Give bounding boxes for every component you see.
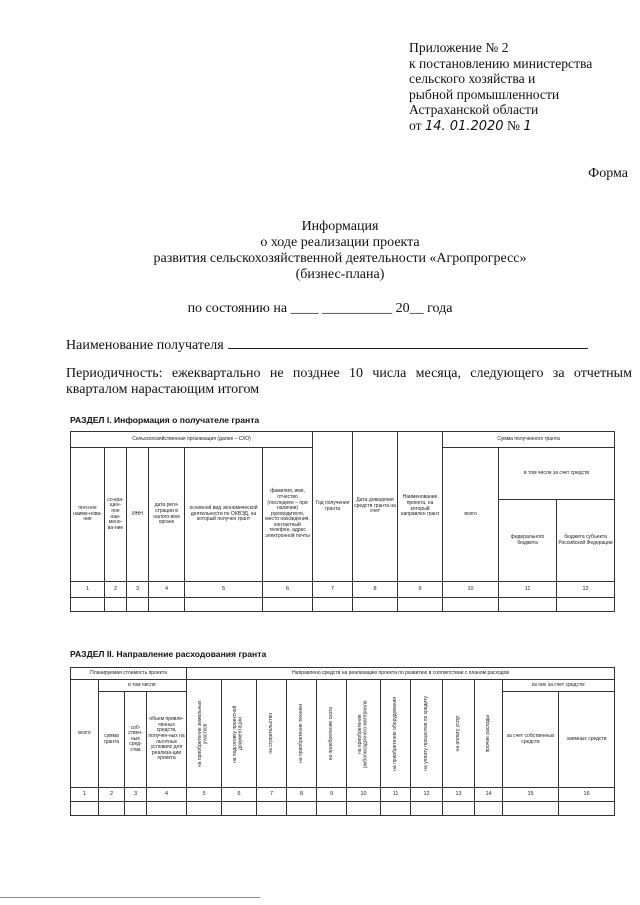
col-equipment: [381, 680, 411, 788]
vertical-header-label: на строительство: [267, 713, 274, 754]
col-head-contact: фамилия, имя, отчество (последнее – при наличии) руководителя, место нахождения, контактный телефон, адрес электронной почты: [263, 448, 313, 582]
column-number: 2: [99, 788, 125, 802]
section-1-title: РАЗДЕЛ I. Информация о получателе гранта: [70, 415, 260, 425]
handwritten-date: 14. 01.2020: [424, 118, 504, 134]
periodicity-word: за: [552, 366, 565, 381]
column-number: 9: [317, 788, 347, 802]
column-number: 1: [71, 788, 99, 802]
column-number: 10: [347, 788, 381, 802]
col-loan-source: заемных средств: [559, 692, 615, 788]
title-line: Информация: [301, 219, 379, 234]
grant-sum-header: Сумма полученного гранта: [443, 432, 615, 448]
periodicity-word: отчетным: [573, 366, 632, 381]
section-2-title: РАЗДЕЛ II. Направление расходования гранта: [70, 649, 267, 659]
title-line: о ходе реализации проекта: [260, 235, 420, 250]
direction-header: Направлено средств на реализацию проекта по развитию в соответствии с планом расходов: [187, 668, 615, 680]
col-total: всего: [443, 448, 499, 582]
column-number: 3: [127, 582, 149, 598]
column-number-row: [71, 788, 615, 802]
col-interest: [411, 680, 443, 788]
handwritten-number: 1: [523, 118, 532, 134]
column-number: 1: [71, 582, 105, 598]
col-services: [443, 680, 475, 788]
number-label: №: [506, 117, 520, 133]
col-design-docs: [222, 680, 257, 788]
plan-incl-header: в том числе:: [99, 680, 187, 692]
title-line: (бизнес-плана): [295, 267, 385, 282]
column-number: 8: [353, 582, 398, 598]
col-grant-year: Год получения гранта: [313, 432, 353, 582]
appendix-line: Приложение № 2: [409, 40, 509, 55]
col-grant-date: Дата доведения средств гранта на счет: [353, 432, 398, 582]
column-number: 7: [257, 788, 287, 802]
col-federal: федерального бюджета: [499, 500, 557, 582]
column-number: 6: [263, 582, 313, 598]
periodicity-line-2: кварталом нарастающим итогом: [66, 382, 260, 397]
funding-incl-header: из них за счет средств:: [503, 680, 615, 692]
status-date-line: по состоянию на ____ __________ 20__ года: [187, 301, 453, 316]
form-label: Форма: [588, 166, 628, 181]
periodicity-word: месяца,: [415, 366, 461, 381]
periodicity-line-1: [66, 366, 632, 382]
col-land: [187, 680, 222, 788]
sho-group-header: Сельскохозяйственная организация (далее – СХО): [71, 432, 313, 448]
periodicity-word: позднее: [292, 366, 340, 381]
column-number: 4: [147, 788, 187, 802]
col-short-name: со-кра-щен-ное наи-мено-ва-ние: [105, 448, 127, 582]
document-title: [100, 219, 580, 283]
vertical-header-label: на подготовку проектной документации: [232, 704, 245, 763]
col-reg-date: дата реги-страции в налого-вом органе: [149, 448, 185, 582]
column-number: 8: [287, 788, 317, 802]
section-2-table: [70, 667, 615, 816]
recipient-label: Наименование получателя: [66, 338, 224, 353]
column-number: 12: [411, 788, 443, 802]
col-machinery: [287, 680, 317, 788]
footnote-divider: [0, 897, 260, 898]
col-okved: основной вид экономической деятельности по ОКВЭД, на который получен грант: [185, 448, 263, 582]
col-full-name: пол-ное наиме-нова-ние: [71, 448, 105, 582]
incl-header: в том числе за счет средств: [499, 448, 615, 500]
periodicity-text: [66, 366, 632, 398]
plan-cost-header: Планируемая стоимость проекта: [71, 668, 187, 680]
column-number: 2: [105, 582, 127, 598]
column-number-row: [71, 582, 615, 598]
title-line: развития сельскохозяйственной деятельности «Агропрогресс»: [153, 251, 527, 266]
appendix-line: к постановлению министерства: [409, 55, 593, 71]
vertical-header-label: на оплату услуг: [454, 715, 461, 752]
column-number: 10: [443, 582, 499, 598]
column-number: 11: [499, 582, 557, 598]
table-row: [71, 802, 615, 816]
column-number: 11: [381, 788, 411, 802]
col-inn: ИНН: [127, 448, 149, 582]
col-plan-total: всего: [71, 680, 99, 788]
periodicity-word: числа: [372, 366, 407, 381]
column-number: 16: [559, 788, 615, 802]
column-number: 15: [503, 788, 559, 802]
col-fish-material: [347, 680, 381, 788]
appendix-line: Астраханской области: [409, 102, 539, 118]
vertical-header-label: на уплату процентов по кредиту: [422, 696, 429, 771]
col-attracted-funds: объем привле-ченных средств, получен-ных на льготных условиях для реализа-ции проекта: [147, 692, 187, 788]
recipient-field: [66, 336, 588, 354]
col-own-funds: соб-ствен-ные сред-ства: [125, 692, 147, 788]
vertical-header-label: на приобретение рыбопосадочного материала: [356, 699, 369, 768]
appendix-line: сельского хозяйства и: [409, 71, 536, 87]
col-construction: [257, 680, 287, 788]
section-1-table: [70, 431, 615, 612]
col-own-fund-source: за счет собственных средств: [503, 692, 559, 788]
column-number: 6: [222, 788, 257, 802]
column-number: 3: [125, 788, 147, 802]
vertical-header-label: на приобретение земельных участков: [197, 700, 210, 767]
column-number: 5: [187, 788, 222, 802]
vertical-header-label: на приобретение скота: [327, 706, 334, 761]
col-livestock: [317, 680, 347, 788]
col-project-name: Наименование проекта, на который направлен грант: [398, 432, 443, 582]
appendix-block: [409, 40, 634, 135]
vertical-header-label: на приобретение оборудования: [391, 696, 398, 771]
periodicity-word: Периодичность:: [66, 366, 163, 381]
table-row: [71, 598, 615, 612]
column-number: 7: [313, 582, 353, 598]
column-number: 14: [475, 788, 503, 802]
col-regional: бюджета субъекта Российской Федерации: [557, 500, 615, 582]
vertical-header-label: прочие расходы: [484, 714, 491, 753]
periodicity-word: не: [269, 366, 284, 381]
periodicity-word: следующего: [470, 366, 544, 381]
col-grant-sum: сумма гранта: [99, 692, 125, 788]
periodicity-word: ежеквартально: [171, 366, 261, 381]
appendix-line: рыбной промышленности: [409, 86, 560, 102]
column-number: 5: [185, 582, 263, 598]
column-number: 9: [398, 582, 443, 598]
vertical-header-label: на приобретение техники: [297, 704, 304, 763]
column-number: 12: [557, 582, 615, 598]
appendix-date-line: [409, 118, 634, 135]
recipient-blank[interactable]: [228, 336, 588, 349]
column-number: 4: [149, 582, 185, 598]
column-number: 13: [443, 788, 475, 802]
col-other: [475, 680, 503, 788]
periodicity-word: 10: [349, 366, 364, 381]
date-prefix: от: [409, 117, 422, 133]
